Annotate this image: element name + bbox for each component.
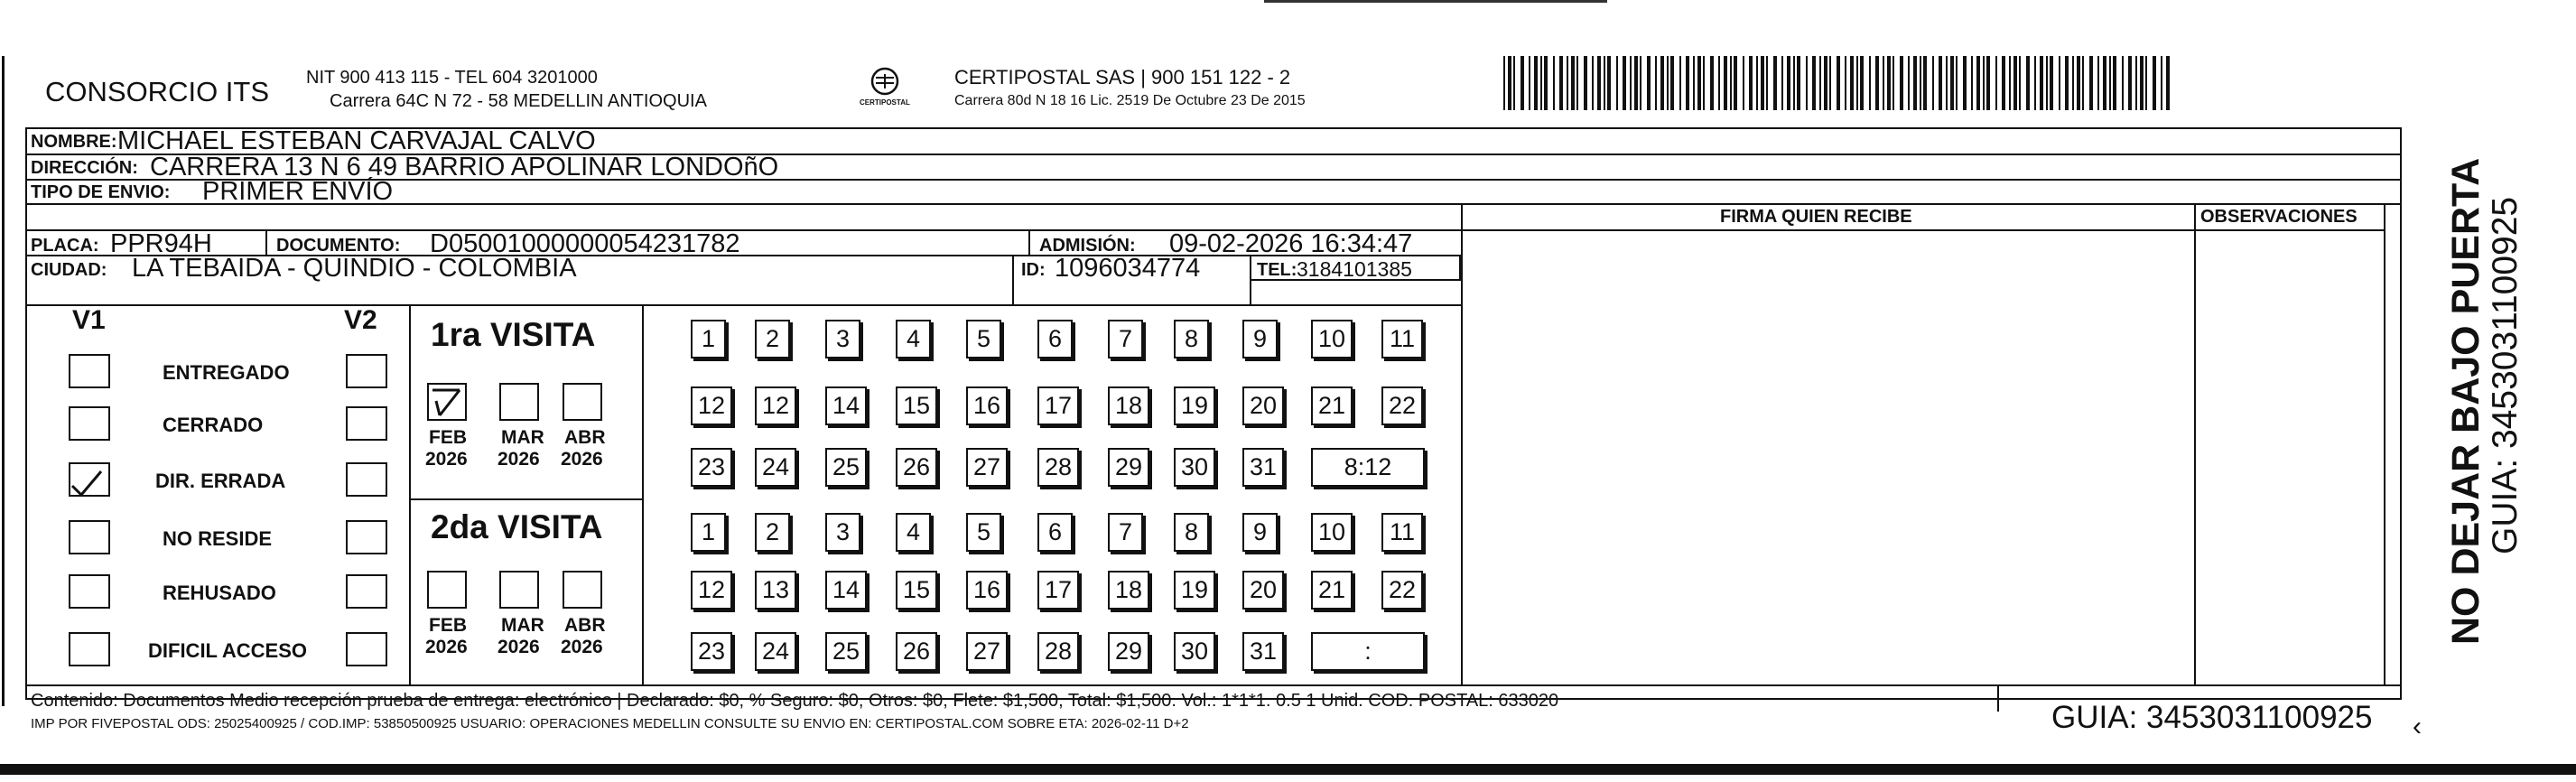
admision-label: ADMISIÓN: (1039, 236, 1136, 256)
day-box[interactable]: 9 (1242, 320, 1278, 358)
company-info-2: Carrera 64C N 72 - 58 MEDELLIN ANTIOQUIA (330, 91, 707, 111)
firma-label: FIRMA QUIEN RECIBE (1720, 207, 1912, 227)
left-edge-mark (2, 56, 5, 706)
barcode-bar (1710, 56, 1714, 110)
barcode-bar (1697, 56, 1701, 110)
barcode-bar (1797, 56, 1800, 110)
year-label: 2026 (561, 449, 603, 470)
day-box[interactable]: 27 (966, 448, 1008, 487)
day-box[interactable]: 10 (1311, 513, 1353, 552)
signature-header-line (1461, 229, 2384, 231)
day-box[interactable]: 17 (1037, 571, 1079, 610)
barcode-bar (1950, 56, 1954, 110)
barcode-bar (1971, 56, 1973, 110)
barcode-bar (1540, 56, 1542, 110)
nombre-label: NOMBRE: (31, 132, 117, 152)
barcode-bar (2109, 56, 2111, 110)
barcode-bar (1856, 56, 1858, 110)
no-dejar-bajo-puerta: NO DEJAR BAJO PUERTA (2444, 157, 2488, 645)
month-label: FEB (429, 615, 467, 636)
barcode-bar (1812, 56, 1816, 110)
bottom-edge-bar (0, 764, 2576, 775)
day-box[interactable]: 21 (1311, 571, 1353, 610)
barcode-bar (1592, 56, 1594, 110)
barcode-bar (2161, 56, 2162, 110)
day-box[interactable]: 30 (1174, 632, 1215, 671)
barcode-bar (1793, 56, 1795, 110)
barcode-bar (1520, 56, 1524, 110)
day-box[interactable]: 22 (1381, 386, 1423, 425)
day-box[interactable]: 19 (1174, 571, 1215, 610)
barcode-bar (1883, 56, 1884, 110)
barcode-bar (1923, 56, 1927, 110)
v1-checkbox[interactable] (69, 406, 110, 441)
day-box[interactable]: 30 (1174, 448, 1215, 487)
barcode-bar (1640, 56, 1641, 110)
day-box[interactable]: 11 (1381, 320, 1423, 358)
barcode-bar (1534, 56, 1538, 110)
year-label: 2026 (498, 449, 540, 470)
ciudad-label: CIUDAD: (31, 260, 107, 280)
footer-guia: GUIA: 3453031100925 (2051, 700, 2373, 735)
day-box[interactable]: 29 (1108, 448, 1149, 487)
barcode-bar (1837, 56, 1840, 110)
barcode-bar (1743, 56, 1744, 110)
barcode-bar (1892, 56, 1894, 110)
day-box[interactable]: 1 (691, 513, 726, 552)
visit1-title: 1ra VISITA (431, 316, 596, 353)
barcode-bar (1956, 56, 1958, 110)
barcode-bar (1963, 56, 1967, 110)
month-label: MAR (501, 615, 544, 636)
barcode-bar (2072, 56, 2074, 110)
month-label: ABR (564, 615, 606, 636)
day-box[interactable]: 5 (966, 320, 1001, 358)
day-box[interactable]: 27 (966, 632, 1008, 671)
barcode-bar (1513, 56, 1515, 110)
status-option-label: ENTREGADO (163, 361, 290, 384)
barcode-bar (1756, 56, 1758, 110)
barcode-bar (1553, 56, 1555, 110)
v1-checkbox[interactable] (69, 462, 110, 497)
month-label: ABR (564, 427, 606, 448)
barcode-bar (1869, 56, 1871, 110)
tipo-envio-value: PRIMER ENVÍO (202, 177, 394, 206)
day-box[interactable]: 16 (966, 386, 1008, 425)
day-box[interactable]: 15 (896, 571, 937, 610)
day-box[interactable]: 20 (1242, 571, 1284, 610)
barcode-bar (1773, 56, 1777, 110)
day-box[interactable]: 13 (755, 571, 796, 610)
company-info-1: NIT 900 413 115 - TEL 604 3201000 (306, 68, 598, 88)
barcode-bar (2097, 56, 2099, 110)
barcode-bar (1995, 56, 1997, 110)
barcode-bar (2009, 56, 2011, 110)
day-box[interactable]: 18 (1108, 386, 1149, 425)
month-checkbox[interactable] (427, 383, 467, 421)
barcode-bar (1900, 56, 1903, 110)
top-edge-mark (1264, 0, 1607, 3)
barcode-bar (1584, 56, 1587, 110)
barcode (1503, 56, 2171, 110)
col-line (409, 304, 411, 684)
barcode-bar (1634, 56, 1638, 110)
barcode-bar (1623, 56, 1626, 110)
barcode-bar (1544, 56, 1548, 110)
id-label: ID: (1021, 260, 1046, 280)
barcode-bar (2059, 56, 2060, 110)
barcode-bar (1908, 56, 1910, 110)
barcode-bar (2153, 56, 2156, 110)
month-checkbox[interactable] (499, 383, 539, 421)
v1-checkbox[interactable] (69, 354, 110, 388)
certipostal-logo (858, 65, 912, 110)
day-box[interactable]: 12 (691, 386, 732, 425)
barcode-bar (1571, 56, 1575, 110)
barcode-bar (1766, 56, 1768, 110)
observaciones-label: OBSERVACIONES (2200, 207, 2357, 227)
day-box[interactable]: 2 (755, 513, 790, 552)
day-box[interactable]: 3 (825, 320, 860, 358)
v2-checkbox[interactable] (346, 574, 387, 609)
barcode-bar (1724, 56, 1727, 110)
day-box[interactable]: 31 (1242, 448, 1284, 487)
day-box[interactable]: 10 (1311, 320, 1353, 358)
day-box[interactable]: 25 (825, 632, 867, 671)
documento-value: D05001000000054231782 (430, 229, 740, 258)
barcode-bar (1761, 56, 1764, 110)
barcode-bar (2145, 56, 2147, 110)
day-box[interactable]: 23 (691, 448, 732, 487)
check-mark-icon (69, 462, 110, 497)
barcode-bar (1730, 56, 1732, 110)
day-box[interactable]: 24 (755, 632, 796, 671)
direccion-value: CARRERA 13 N 6 49 BARRIO APOLINAR LONDOñO (150, 153, 779, 182)
logo-text: CERTIPOSTAL (860, 98, 910, 107)
barcode-bar (1576, 56, 1578, 110)
barcode-bar (1508, 56, 1511, 110)
day-box[interactable]: 26 (896, 632, 937, 671)
barcode-bar (1819, 56, 1821, 110)
day-box[interactable]: 7 (1108, 320, 1143, 358)
barcode-bar (1529, 56, 1530, 110)
v2-checkbox[interactable] (346, 354, 387, 388)
day-box[interactable]: 1 (691, 320, 726, 358)
barcode-bar (2089, 56, 2093, 110)
v2-label: V2 (344, 305, 377, 335)
day-box[interactable]: 4 (896, 513, 931, 552)
barcode-bar (1845, 56, 1846, 110)
col-line (1997, 684, 1999, 712)
day-box[interactable]: 18 (1108, 571, 1149, 610)
barcode-bar (2128, 56, 2132, 110)
col-line (2384, 203, 2385, 684)
tel-label: TEL: (1257, 260, 1297, 280)
barcode-bar (2019, 56, 2021, 110)
barcode-bar (1607, 56, 1611, 110)
day-box[interactable]: 12 (691, 571, 732, 610)
v1-label: V1 (72, 305, 106, 335)
day-box[interactable]: 23 (691, 632, 732, 671)
status-option-label: DIR. ERRADA (155, 470, 286, 492)
barcode-bar (2040, 56, 2043, 110)
col-line (2194, 203, 2196, 684)
day-box[interactable]: 12 (755, 386, 796, 425)
day-box[interactable]: 5 (966, 513, 1001, 552)
barcode-bar (1667, 56, 1669, 110)
documento-label: DOCUMENTO: (276, 236, 401, 256)
barcode-bar (1939, 56, 1942, 110)
barcode-bar (1850, 56, 1854, 110)
day-box[interactable]: 19 (1174, 386, 1215, 425)
barcode-bar (1946, 56, 1948, 110)
barcode-bar (1686, 56, 1689, 110)
barcode-bar (1887, 56, 1891, 110)
month-checkbox[interactable] (563, 571, 602, 609)
certipostal-info-2: Carrera 80d N 18 16 Lic. 2519 De Octubre 23 De 2015 (954, 93, 1306, 108)
year-label: 2026 (561, 637, 603, 657)
col-line (1012, 255, 1014, 304)
tipo-envio-label: TIPO DE ENVIO: (31, 182, 171, 202)
v2-checkbox[interactable] (346, 632, 387, 666)
barcode-bar (1503, 56, 1505, 110)
barcode-bar (1824, 56, 1827, 110)
month-checkbox[interactable] (427, 571, 467, 609)
year-label: 2026 (498, 637, 540, 657)
year-label: 2026 (425, 449, 468, 470)
check-mark-icon (427, 383, 467, 421)
month-label: FEB (429, 427, 467, 448)
barcode-bar (1787, 56, 1790, 110)
barcode-bar (1647, 56, 1651, 110)
time-box[interactable]: : (1311, 632, 1425, 671)
month-checkbox[interactable] (499, 571, 539, 609)
barcode-bar (2113, 56, 2116, 110)
barcode-bar (1616, 56, 1618, 110)
v1-checkbox[interactable] (69, 632, 110, 666)
certipostal-info-1: CERTIPOSTAL SAS | 900 151 122 - 2 (954, 66, 1291, 88)
barcode-bar (1670, 56, 1674, 110)
barcode-bar (2046, 56, 2048, 110)
barcode-bar (1734, 56, 1737, 110)
footer-line-1: Contenido: Documentos Medio recepción prueba de entrega: electrónico | Declarado: $0, % Seguro: $0, Otros: $0, Flete: $1,500, Total: $1,500. Vol.: 1*1*1. 0.5 1 Unid. COD. POSTAL: 633020 (31, 691, 1559, 711)
footer-line-2: IMP POR FIVEPOSTAL ODS: 25025400925 / COD.IMP: 53850500925 USUARIO: OPERACIONES MEDELLIN CONSULTE SU ENVIO EN: CERTIPOSTAL.COM SOBRE ETA: 2026-02-11 D+2 (31, 716, 1189, 731)
row-line (25, 684, 2402, 686)
side-guia: GUIA: 3453031100925 (2486, 196, 2525, 554)
barcode-bar (1749, 56, 1753, 110)
barcode-bar (1679, 56, 1681, 110)
barcode-bar (2034, 56, 2036, 110)
barcode-bar (2166, 56, 2170, 110)
barcode-bar (1660, 56, 1664, 110)
status-option-label: CERRADO (163, 414, 264, 436)
barcode-bar (1829, 56, 1831, 110)
day-box[interactable]: 29 (1108, 632, 1149, 671)
placa-value: PPR94H (110, 229, 212, 258)
v1-checkbox[interactable] (69, 574, 110, 609)
day-box[interactable]: 14 (825, 386, 867, 425)
status-option-label: DIFICIL ACCESO (148, 639, 308, 662)
v2-checkbox[interactable] (346, 520, 387, 554)
day-box[interactable]: 14 (825, 571, 867, 610)
month-label: MAR (501, 427, 544, 448)
barcode-bar (1983, 56, 1985, 110)
direccion-label: DIRECCIÓN: (31, 158, 138, 178)
admision-value: 09-02-2026 16:34:47 (1169, 229, 1413, 258)
day-box[interactable]: 28 (1037, 632, 1079, 671)
barcode-bar (2135, 56, 2137, 110)
row-line (409, 498, 642, 500)
day-box[interactable]: 7 (1108, 513, 1143, 552)
barcode-bar (2122, 56, 2124, 110)
barcode-bar (1718, 56, 1720, 110)
day-box[interactable]: 26 (896, 448, 937, 487)
day-box[interactable]: 4 (896, 320, 931, 358)
status-option-label: REHUSADO (163, 582, 276, 604)
barcode-bar (1976, 56, 1980, 110)
day-box[interactable]: 31 (1242, 632, 1284, 671)
row-line (25, 304, 1461, 306)
barcode-bar (2077, 56, 2080, 110)
month-checkbox[interactable] (563, 383, 602, 421)
day-box[interactable]: 2 (755, 320, 790, 358)
barcode-bar (1932, 56, 1934, 110)
barcode-bar (1703, 56, 1705, 110)
day-box[interactable]: 21 (1311, 386, 1353, 425)
day-box[interactable]: 8 (1174, 320, 1209, 358)
time-box[interactable]: 8:12 (1311, 448, 1425, 487)
day-box[interactable]: 17 (1037, 386, 1079, 425)
barcode-bar (2140, 56, 2144, 110)
barcode-bar (1860, 56, 1864, 110)
day-box[interactable]: 6 (1037, 320, 1073, 358)
barcode-bar (1806, 56, 1808, 110)
id-value: 1096034774 (1055, 254, 1201, 283)
barcode-bar (1604, 56, 1605, 110)
barcode-bar (1986, 56, 1990, 110)
barcode-bar (2026, 56, 2030, 110)
barcode-bar (1693, 56, 1695, 110)
barcode-bar (1567, 56, 1568, 110)
day-box[interactable]: 25 (825, 448, 867, 487)
barcode-bar (1630, 56, 1632, 110)
day-box[interactable]: 8 (1174, 513, 1209, 552)
company-name: CONSORCIO ITS (45, 76, 270, 107)
day-box[interactable]: 28 (1037, 448, 1079, 487)
year-label: 2026 (425, 637, 468, 657)
day-box[interactable]: 9 (1242, 513, 1278, 552)
barcode-bar (1920, 56, 1921, 110)
barcode-bar (1655, 56, 1657, 110)
col-line (1028, 229, 1030, 255)
v2-checkbox[interactable] (346, 406, 387, 441)
tel-value: 3184101385 (1297, 257, 1412, 281)
barcode-bar (1559, 56, 1563, 110)
day-box[interactable]: 3 (825, 513, 860, 552)
barcode-bar (2002, 56, 2005, 110)
col-line (265, 229, 267, 255)
barcode-bar (1597, 56, 1601, 110)
barcode-bar (2082, 56, 2084, 110)
barcode-bar (2103, 56, 2106, 110)
barcode-bar (1913, 56, 1917, 110)
barcode-bar (1781, 56, 1783, 110)
barcode-bar (1875, 56, 1879, 110)
placa-label: PLACA: (31, 236, 99, 256)
day-box[interactable]: 22 (1381, 571, 1423, 610)
col-line (1461, 203, 1463, 684)
day-box[interactable]: 6 (1037, 513, 1073, 552)
day-box[interactable]: 15 (896, 386, 937, 425)
nombre-value: MICHAEL ESTEBAN CARVAJAL CALVO (117, 126, 596, 155)
col-line (642, 304, 644, 684)
barcode-bar (2050, 56, 2053, 110)
barcode-bar (2013, 56, 2017, 110)
v1-checkbox[interactable] (69, 520, 110, 554)
v2-checkbox[interactable] (346, 462, 387, 497)
status-option-label: NO RESIDE (163, 527, 273, 550)
visit2-title: 2da VISITA (431, 508, 603, 545)
ciudad-value: LA TEBAIDA - QUINDIO - COLOMBIA (132, 254, 577, 283)
side-mark: ‹ (2413, 712, 2422, 741)
day-box[interactable]: 16 (966, 571, 1008, 610)
barcode-bar (2065, 56, 2069, 110)
day-box[interactable]: 11 (1381, 513, 1423, 552)
day-box[interactable]: 24 (755, 448, 796, 487)
day-box[interactable]: 20 (1242, 386, 1284, 425)
